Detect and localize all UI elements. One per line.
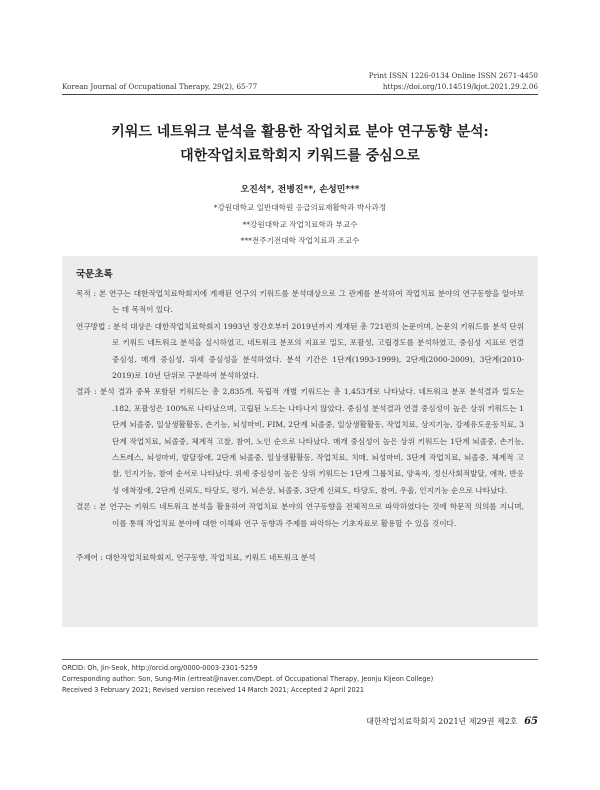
abstract-keywords: 주제어 : 대한작업치료학회지, 연구동향, 작업치료, 키워드 네트워크 분석 [76, 553, 316, 563]
title-line-2: 대한작업치료학회지 키워드를 중심으로 [180, 148, 420, 164]
journal-issn-doi [369, 71, 538, 92]
journal-citation: Korean Journal of Occupational Therapy, 29(2), 65-77 [62, 82, 258, 91]
page-footer [366, 716, 538, 727]
corresponding-author: Corresponding author: Son, Sung-Min (ertreat@naver.com/Dept. of Occupational Therapy, Jeonju Kijeon College) [62, 675, 434, 683]
abstract-conclusion: 결론 : 본 연구는 키워드 네트워크 분석을 활용하여 작업치료 분야의 연구동향을 전체적으로 파악하였다는 것에 학문적 의의를 지니며, 이를 통해 작업치료 분야에 대한 이해와 연구 동향과 주제를 파악하는 기초자료로 활용할 수 있을 것이다. [76, 502, 524, 528]
paper-title [0, 120, 600, 168]
received-dates: Received 3 February 2021; Revised version received 14 March 2021; Accepted 2 April 2021 [62, 686, 365, 694]
orcid-line[interactable]: ORCID: Oh, Jin-Seok, http://orcid.org/0000-0003-2301-5259 [62, 664, 258, 672]
author-list: 오진석*, 전병진**, 손성민*** [240, 185, 360, 195]
footer-journal-issue: 대한작업치료학회지 2021년 제29권 제2호 [366, 717, 518, 726]
abstract-heading: 국문초록 [76, 269, 113, 280]
header-divider [62, 94, 538, 95]
abstract-purpose: 목적 : 본 연구는 대한작업치료학회지에 게재된 연구의 키워드를 분석대상으로 그 관계를 분석하여 작업치료 분야의 연구동향을 알아보는 데 목적이 있다. [76, 289, 524, 315]
affiliation-3: ***전주기전대학 작업치료과 조교수 [240, 236, 360, 245]
korean-abstract-box [62, 256, 538, 627]
footnote-block [62, 659, 538, 696]
abstract-methods: 연구방법 : 분석 대상은 대한작업치료학회지 1993년 창간호부터 2019년까지 게재된 총 721편의 논문이며, 논문의 키워드를 분석 단위로 키워드 네트워크 분석을 실시하였고, 네트워크 분포의 지표로 밀도, 포괄성, 고립경도를 분석하였고, 중심성 지표로 연결 중심성, 매개 중심성, 위세 중심성을 분석하였다. 분석 기간은 1단계(1993-1999), 2단계(2000-2009), 3단계(2010-2019)로 10년 단위로 구분하여 분석하였다. [76, 321, 524, 381]
affiliation-2: **강원대학교 작업치료학과 부교수 [242, 219, 358, 229]
doi-link[interactable]: https://doi.org/10.14519/kjot.2021.29.2.06 [382, 81, 538, 91]
abstract-results: 결과 : 분석 결과 중복 포함된 키워드는 총 2,835개, 독립적 개별 키워드는 총 1,453개로 나타났다. 네트워크 분포 분석결과 밀도는 .182, 포괄성은 100%로 나타났으며, 고립된 노드는 나타나지 않았다. 중심성 분석결과 연결 중심성이 높은 상위 키워드는 1단계 뇌졸중, 일상생활활동, 손기능, 뇌성마비, FIM, 2단계 뇌졸중, 일상생활활동, 작업치료, 상지기능, 강제유도운동치료, 3단계 작업치료, 뇌졸중, 체계적 고찰, 참여, 노인 순으로 나타났다. 매개 중심성이 높은 상위 키워드는 1단계 뇌졸중, 손기능, 스트레스, 뇌성마비, 발달장애, 2단계 뇌졸중, 일상생활활동, 작업치료, 치매, 뇌성마비, 3단계 작업치료, 뇌졸중, 체계적 고찰, 인지기능, 참여 순서로 나타났다. 위세 중심성이 높은 상위 키워드는 1단계 그룹치료, 양육자, 정신사회적발달, 애착, 반응성 애착장애, 2단계 신뢰도, 타당도, 평가, 뇌손상, 뇌졸중, 3단계 신뢰도, 타당도, 참여, 우울, 인지기능 순으로 나타났다. [76, 387, 524, 495]
page-number: 65 [524, 716, 538, 727]
affiliation-1: *강원대학교 일반대학원 응급의료재활학과 박사과정 [213, 203, 387, 212]
affiliations [0, 200, 600, 250]
title-line-1: 키워드 네트워크 분석을 활용한 작업치료 분야 연구동향 분석: [111, 124, 489, 140]
issn-line: Print ISSN 1226-0134 Online ISSN 2671-4450 [368, 71, 538, 80]
